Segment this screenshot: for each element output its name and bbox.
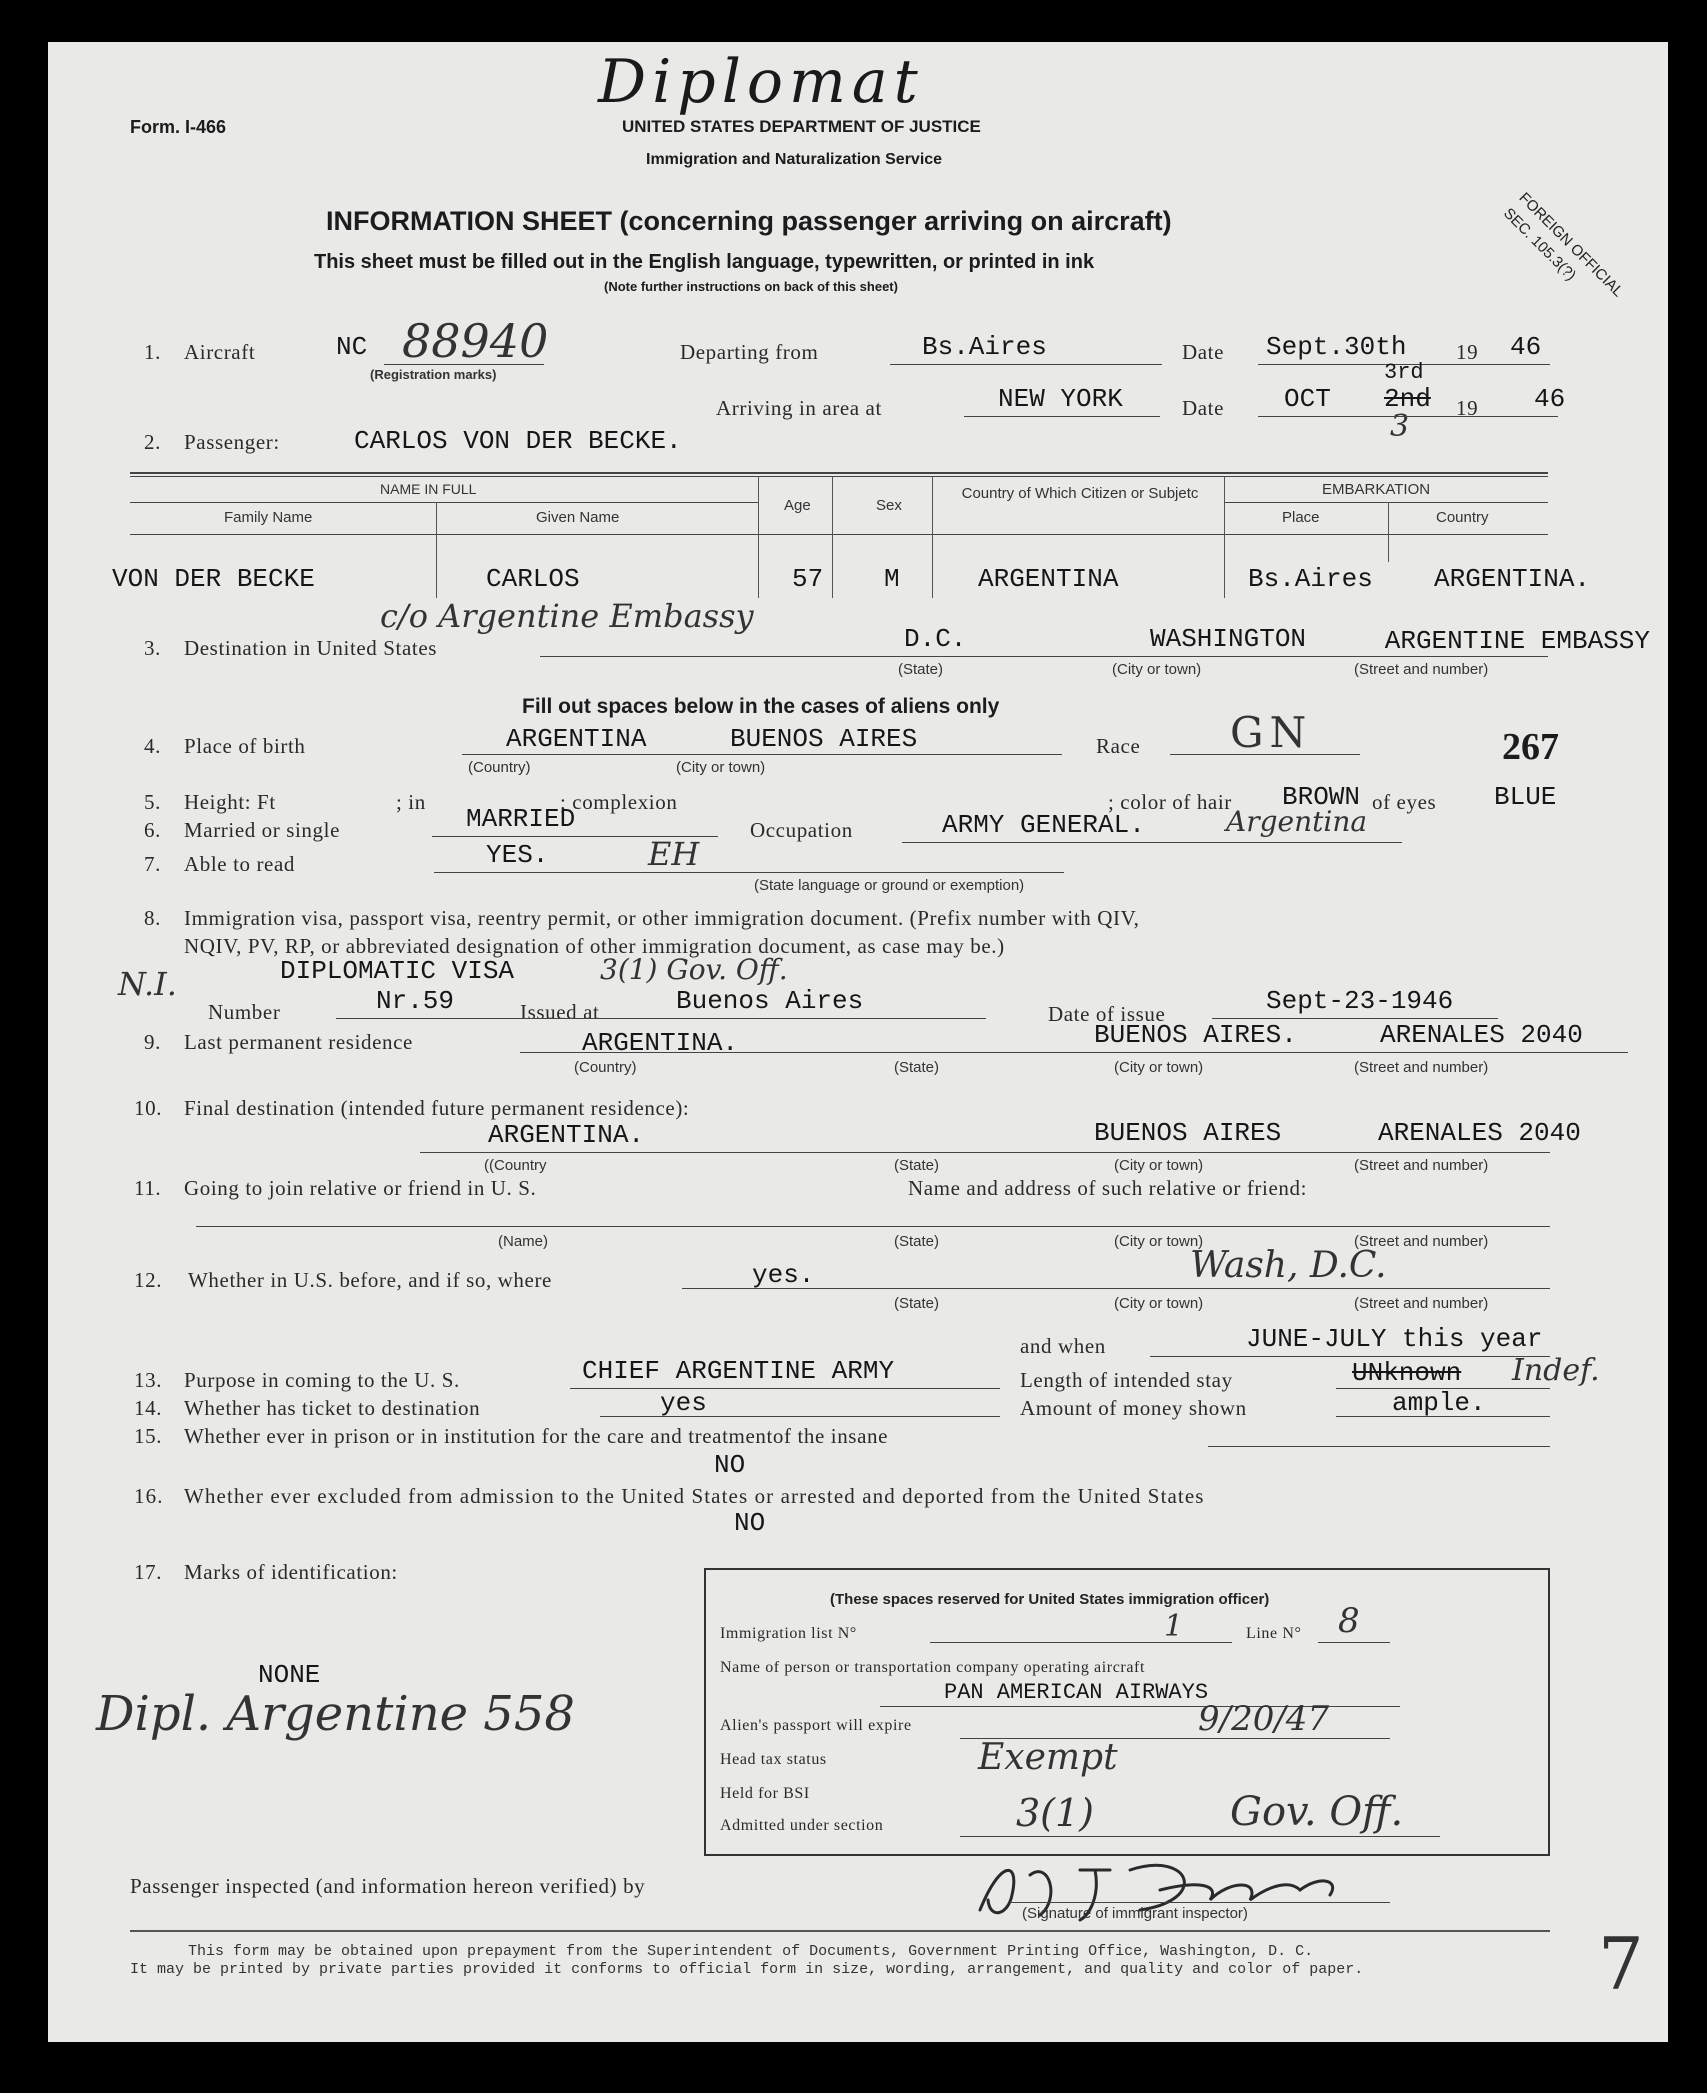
item-number: 4. xyxy=(144,734,161,758)
caption-street: (Street and number) xyxy=(1354,1059,1489,1076)
caption-city: (City or town) xyxy=(676,759,766,776)
visa-handwritten-class: 3(1) Gov. Off. xyxy=(600,953,788,986)
aircraft-label: Aircraft xyxy=(184,340,256,364)
table-rule xyxy=(758,476,759,598)
rule xyxy=(1150,1356,1550,1357)
rule xyxy=(960,1836,1440,1837)
form-number: Form. I-466 xyxy=(130,117,227,137)
foreign-official-stamp: FOREIGN OFFICIAL SEC. 105.3(?) xyxy=(1499,189,1627,300)
final-destination-city: BUENOS AIRES xyxy=(1094,1118,1282,1148)
visa-number: Nr.59 xyxy=(376,986,455,1016)
money: ample. xyxy=(1392,1388,1486,1418)
table-rule xyxy=(932,476,933,598)
hair-label: ; color of hair xyxy=(1108,790,1232,814)
arriving-day-struck: 2nd xyxy=(1384,384,1431,414)
rule xyxy=(570,1388,1000,1389)
registration-caption: (Registration marks) xyxy=(370,367,497,382)
place-header: Place xyxy=(1282,509,1320,526)
excluded: NO xyxy=(734,1508,766,1538)
passport-label: Alien's passport will expire xyxy=(720,1717,912,1734)
list-label: Immigration list N° xyxy=(720,1625,857,1642)
prison-label: Whether ever in prison or in institution for the care and treatmentof the insane xyxy=(184,1424,889,1448)
passenger-name: CARLOS VON DER BECKE. xyxy=(354,426,682,456)
item-number: 10. xyxy=(134,1096,163,1120)
table-rule xyxy=(130,476,1548,477)
caption-street: (Street and number) xyxy=(1354,1157,1489,1174)
aliens-heading: Fill out spaces below in the cases of aliens only xyxy=(522,695,1000,718)
rule xyxy=(1010,1902,1390,1903)
before-label: Whether in U.S. before, and if so, where xyxy=(188,1268,552,1292)
stay-handwritten: Indef. xyxy=(1512,1353,1600,1388)
height-ft-label: Height: Ft xyxy=(184,790,276,814)
visa-type: DIPLOMATIC VISA xyxy=(280,956,515,986)
officer-box-title: (These spaces reserved for United States immigration officer) xyxy=(830,1591,1270,1608)
read-label: Able to read xyxy=(184,852,295,876)
item-number: 8. xyxy=(144,906,161,930)
birth-country: ARGENTINA xyxy=(506,724,647,754)
year-prefix-2: 19 xyxy=(1456,396,1479,420)
residence-street: ARENALES 2040 xyxy=(1380,1020,1583,1050)
table-rule xyxy=(1224,502,1548,503)
year-prefix: 19 xyxy=(1456,340,1479,364)
stay-label: Length of intended stay xyxy=(1020,1368,1233,1392)
race-value: GN xyxy=(1230,708,1313,757)
rule xyxy=(1208,1446,1550,1447)
caption-country: ((Country xyxy=(484,1157,547,1174)
visa-issued-label: Issued at xyxy=(520,1000,600,1024)
section-label: Admitted under section xyxy=(720,1817,884,1834)
line-number: 8 xyxy=(1338,1601,1360,1641)
before-handwritten-where: Wash, D.C. xyxy=(1190,1245,1387,1286)
height-in-label: ; in xyxy=(396,790,426,814)
officer-box xyxy=(704,1568,1550,1856)
visa-date-of-issue: Sept-23-1946 xyxy=(1266,986,1454,1016)
bsi-label: Held for BSI xyxy=(720,1785,810,1802)
caption-city: (City or town) xyxy=(1114,1059,1204,1076)
in-us-before: yes. xyxy=(752,1260,815,1290)
destination-label: Destination in United States xyxy=(184,636,438,660)
item-number: 1. xyxy=(144,340,161,364)
given-name-header: Given Name xyxy=(536,509,620,526)
purpose: CHIEF ARGENTINE ARMY xyxy=(582,1356,895,1386)
rule xyxy=(600,1416,1000,1417)
occupation-handwritten-note: Argentina xyxy=(1226,805,1368,838)
rule xyxy=(462,754,1062,755)
visa-issued-at: Buenos Aires xyxy=(676,986,864,1016)
eye-color: BLUE xyxy=(1494,782,1557,812)
marks-label: Marks of identification: xyxy=(184,1560,398,1584)
row-embark-place: Bs.Aires xyxy=(1248,564,1373,594)
rule xyxy=(336,1018,986,1019)
hair-color: BROWN xyxy=(1282,782,1361,812)
citizen-header: Country of Which Citizen or Subjetc xyxy=(961,485,1199,502)
table-rule xyxy=(832,476,833,598)
when-label: and when xyxy=(1020,1334,1106,1358)
service-name: Immigration and Naturalization Service xyxy=(646,151,943,168)
stay-struck: UNknown xyxy=(1352,1358,1462,1388)
marital-label: Married or single xyxy=(184,818,340,842)
caption-street: (Street and number) xyxy=(1354,1295,1489,1312)
visa-handwritten-prefix: N.I. xyxy=(118,965,177,1003)
residence-country: ARGENTINA. xyxy=(582,1028,739,1058)
rule xyxy=(520,1052,1628,1053)
caption-street: (Street and number) xyxy=(1354,1233,1489,1250)
department-name: UNITED STATES DEPARTMENT OF JUSTICE xyxy=(622,117,981,136)
residence-city: BUENOS AIRES. xyxy=(1094,1020,1297,1050)
when-value: JUNE-JULY this year xyxy=(1246,1324,1543,1354)
line-label: Line N° xyxy=(1246,1625,1302,1642)
footer-rule xyxy=(130,1930,1550,1932)
birth-label: Place of birth xyxy=(184,734,306,758)
signature-caption: (Signature of immigrant inspector) xyxy=(1022,1905,1248,1922)
rule xyxy=(930,1642,1232,1643)
destination-handwritten-note: c/o Argentine Embassy xyxy=(380,597,754,635)
admission-section-note: Gov. Off. xyxy=(1230,1789,1404,1835)
residence-label: Last permanent residence xyxy=(184,1030,413,1054)
rule xyxy=(1212,1018,1498,1019)
purpose-label: Purpose in coming to the U. S. xyxy=(184,1368,460,1392)
table-rule xyxy=(436,502,437,598)
date-label: Date xyxy=(1182,340,1225,364)
caption-state: (State) xyxy=(894,1157,940,1174)
departing-year: 46 xyxy=(1510,332,1542,362)
rule xyxy=(540,656,1548,657)
caption-city: (City or town) xyxy=(1112,661,1202,678)
marks-handwritten-note: Dipl. Argentine 558 xyxy=(96,1686,575,1742)
caption-city: (City or town) xyxy=(1114,1233,1204,1250)
visa-date-label: Date of issue xyxy=(1048,1002,1166,1026)
occupation: ARMY GENERAL. xyxy=(942,810,1145,840)
visa-number-label: Number xyxy=(208,1000,281,1024)
rule xyxy=(682,1288,1550,1289)
family-name-header: Family Name xyxy=(224,509,313,526)
item-number: 14. xyxy=(134,1396,163,1420)
handwritten-classification: Diplomat xyxy=(598,47,924,117)
caption-state: (State) xyxy=(894,1295,940,1312)
able-to-read: YES. xyxy=(486,840,549,870)
rule xyxy=(1318,1642,1390,1643)
arriving-month: OCT xyxy=(1284,384,1331,414)
form-note: (Note further instructions on back of this sheet) xyxy=(604,279,898,294)
row-given-name: CARLOS xyxy=(486,564,580,594)
rule xyxy=(890,364,1162,365)
page-number-mark: 7 xyxy=(1598,1922,1644,2006)
rule xyxy=(434,872,1064,873)
form-title: INFORMATION SHEET (concerning passenger arriving on aircraft) xyxy=(326,206,1172,236)
rule xyxy=(1258,416,1558,417)
table-rule xyxy=(1388,502,1389,562)
caption-name: (Name) xyxy=(498,1233,549,1250)
embarkation-header: EMBARKATION xyxy=(1322,481,1431,498)
rule xyxy=(1336,1416,1550,1417)
final-destination-country: ARGENTINA. xyxy=(488,1120,645,1150)
visa-text-line1: Immigration visa, passport visa, reentry permit, or other immigration document. (Prefix number with QIV, xyxy=(184,906,1140,930)
passport-expire: 9/20/47 xyxy=(1198,1699,1330,1739)
read-handwritten-initials: EH xyxy=(648,835,700,873)
country-header: Country xyxy=(1436,509,1489,526)
passenger-label: Passenger: xyxy=(184,430,280,454)
relative-name-label: Name and address of such relative or friend: xyxy=(908,1176,1308,1200)
item-number: 17. xyxy=(134,1560,163,1584)
table-rule xyxy=(130,534,1548,535)
aircraft-registration: 88940 xyxy=(402,314,549,368)
row-age: 57 xyxy=(792,564,824,594)
headtax-label: Head tax status xyxy=(720,1751,827,1768)
inspection-label: Passenger inspected (and information hereon verified) by xyxy=(130,1874,646,1898)
visa-text-line2: NQIV, PV, RP, or abbreviated designation of other immigration document, as case may be.) xyxy=(184,934,1005,958)
caption-state: (State) xyxy=(894,1059,940,1076)
birth-city: BUENOS AIRES xyxy=(730,724,918,754)
final-destination-street: ARENALES 2040 xyxy=(1378,1118,1581,1148)
headtax-status: Exempt xyxy=(978,1737,1118,1778)
item-number: 5. xyxy=(144,790,161,814)
occupation-label: Occupation xyxy=(750,818,853,842)
arriving-day-corrected: 3rd xyxy=(1384,360,1424,385)
row-embark-country: ARGENTINA. xyxy=(1434,564,1591,594)
marital-status: MARRIED xyxy=(466,804,576,834)
aircraft-prefix: NC xyxy=(336,332,368,362)
row-family-name: VON DER BECKE xyxy=(112,564,315,594)
excluded-label: Whether ever excluded from admission to the United States or arrested and deported from the United States xyxy=(184,1484,1205,1508)
item-number: 11. xyxy=(134,1176,162,1200)
list-number: 1 xyxy=(1164,1609,1184,1644)
arriving-label: Arriving in area at xyxy=(716,396,882,420)
item-number: 3. xyxy=(144,636,161,660)
arriving-at: NEW YORK xyxy=(998,384,1123,414)
arriving-day-handwritten: 3 xyxy=(1390,409,1410,444)
relative-label: Going to join relative or friend in U. S. xyxy=(184,1176,537,1200)
rule xyxy=(964,416,1160,417)
item-number: 7. xyxy=(144,852,161,876)
eyes-label: of eyes xyxy=(1372,790,1437,814)
record-number: 267 xyxy=(1502,726,1559,768)
final-destination-label: Final destination (intended future permanent residence): xyxy=(184,1096,690,1120)
company-label: Name of person or transportation company operating aircraft xyxy=(720,1659,1146,1676)
table-rule xyxy=(130,502,758,503)
footer-line2: It may be printed by private parties provided it conforms to official form in size, wording, arrangement, and quality and color of paper. xyxy=(130,1961,1364,1978)
rule xyxy=(420,1152,1550,1153)
table-rule xyxy=(1224,476,1225,598)
age-header: Age xyxy=(784,497,811,514)
money-label: Amount of money shown xyxy=(1020,1396,1247,1420)
sex-header: Sex xyxy=(876,497,902,514)
race-label: Race xyxy=(1096,734,1141,758)
departing-date: Sept.30th xyxy=(1266,332,1407,362)
item-number: 16. xyxy=(134,1484,164,1508)
caption-city: (City or town) xyxy=(1114,1295,1204,1312)
row-sex: M xyxy=(884,564,900,594)
departing-label: Departing from xyxy=(680,340,819,364)
caption-state: (State) xyxy=(898,661,944,678)
rule xyxy=(384,364,544,365)
row-citizen: ARGENTINA xyxy=(978,564,1119,594)
destination-city: WASHINGTON xyxy=(1150,624,1307,654)
caption-street: (Street and number) xyxy=(1354,661,1489,678)
item-number: 15. xyxy=(134,1424,163,1448)
table-rule xyxy=(130,472,1548,474)
marks-value: NONE xyxy=(258,1660,321,1690)
item-number: 2. xyxy=(144,430,161,454)
admission-section: 3(1) xyxy=(1016,1791,1095,1835)
caption-city: (City or town) xyxy=(1114,1157,1204,1174)
complexion-label: ; complexion xyxy=(560,790,678,814)
caption-state: (State) xyxy=(894,1233,940,1250)
form-instruction: This sheet must be filled out in the English language, typewritten, or printed in ink xyxy=(314,251,1095,273)
item-number: 13. xyxy=(134,1368,163,1392)
destination-state: D.C. xyxy=(904,624,967,654)
departing-from: Bs.Aires xyxy=(922,332,1047,362)
date-label-2: Date xyxy=(1182,396,1225,420)
ticket-label: Whether has ticket to destination xyxy=(184,1396,481,1420)
prison: NO xyxy=(714,1450,746,1480)
rule xyxy=(196,1226,1550,1227)
footer-line1: This form may be obtained upon prepayment from the Superintendent of Documents, Government Printing Office, Washington, D. C. xyxy=(188,1943,1314,1960)
item-number: 9. xyxy=(144,1030,161,1054)
item-number: 6. xyxy=(144,818,161,842)
destination-street: ARGENTINE EMBASSY xyxy=(1384,626,1650,656)
item-number: 12. xyxy=(134,1268,163,1292)
ticket: yes xyxy=(660,1388,707,1418)
arriving-year: 46 xyxy=(1534,384,1566,414)
read-caption: (State language or ground or exemption) xyxy=(754,877,1025,894)
caption-country: (Country) xyxy=(468,759,531,776)
rule xyxy=(1170,754,1360,755)
company: PAN AMERICAN AIRWAYS xyxy=(944,1680,1209,1705)
rule xyxy=(902,842,1402,843)
name-in-full-header: NAME IN FULL xyxy=(380,481,477,497)
caption-country: (Country) xyxy=(574,1059,637,1076)
